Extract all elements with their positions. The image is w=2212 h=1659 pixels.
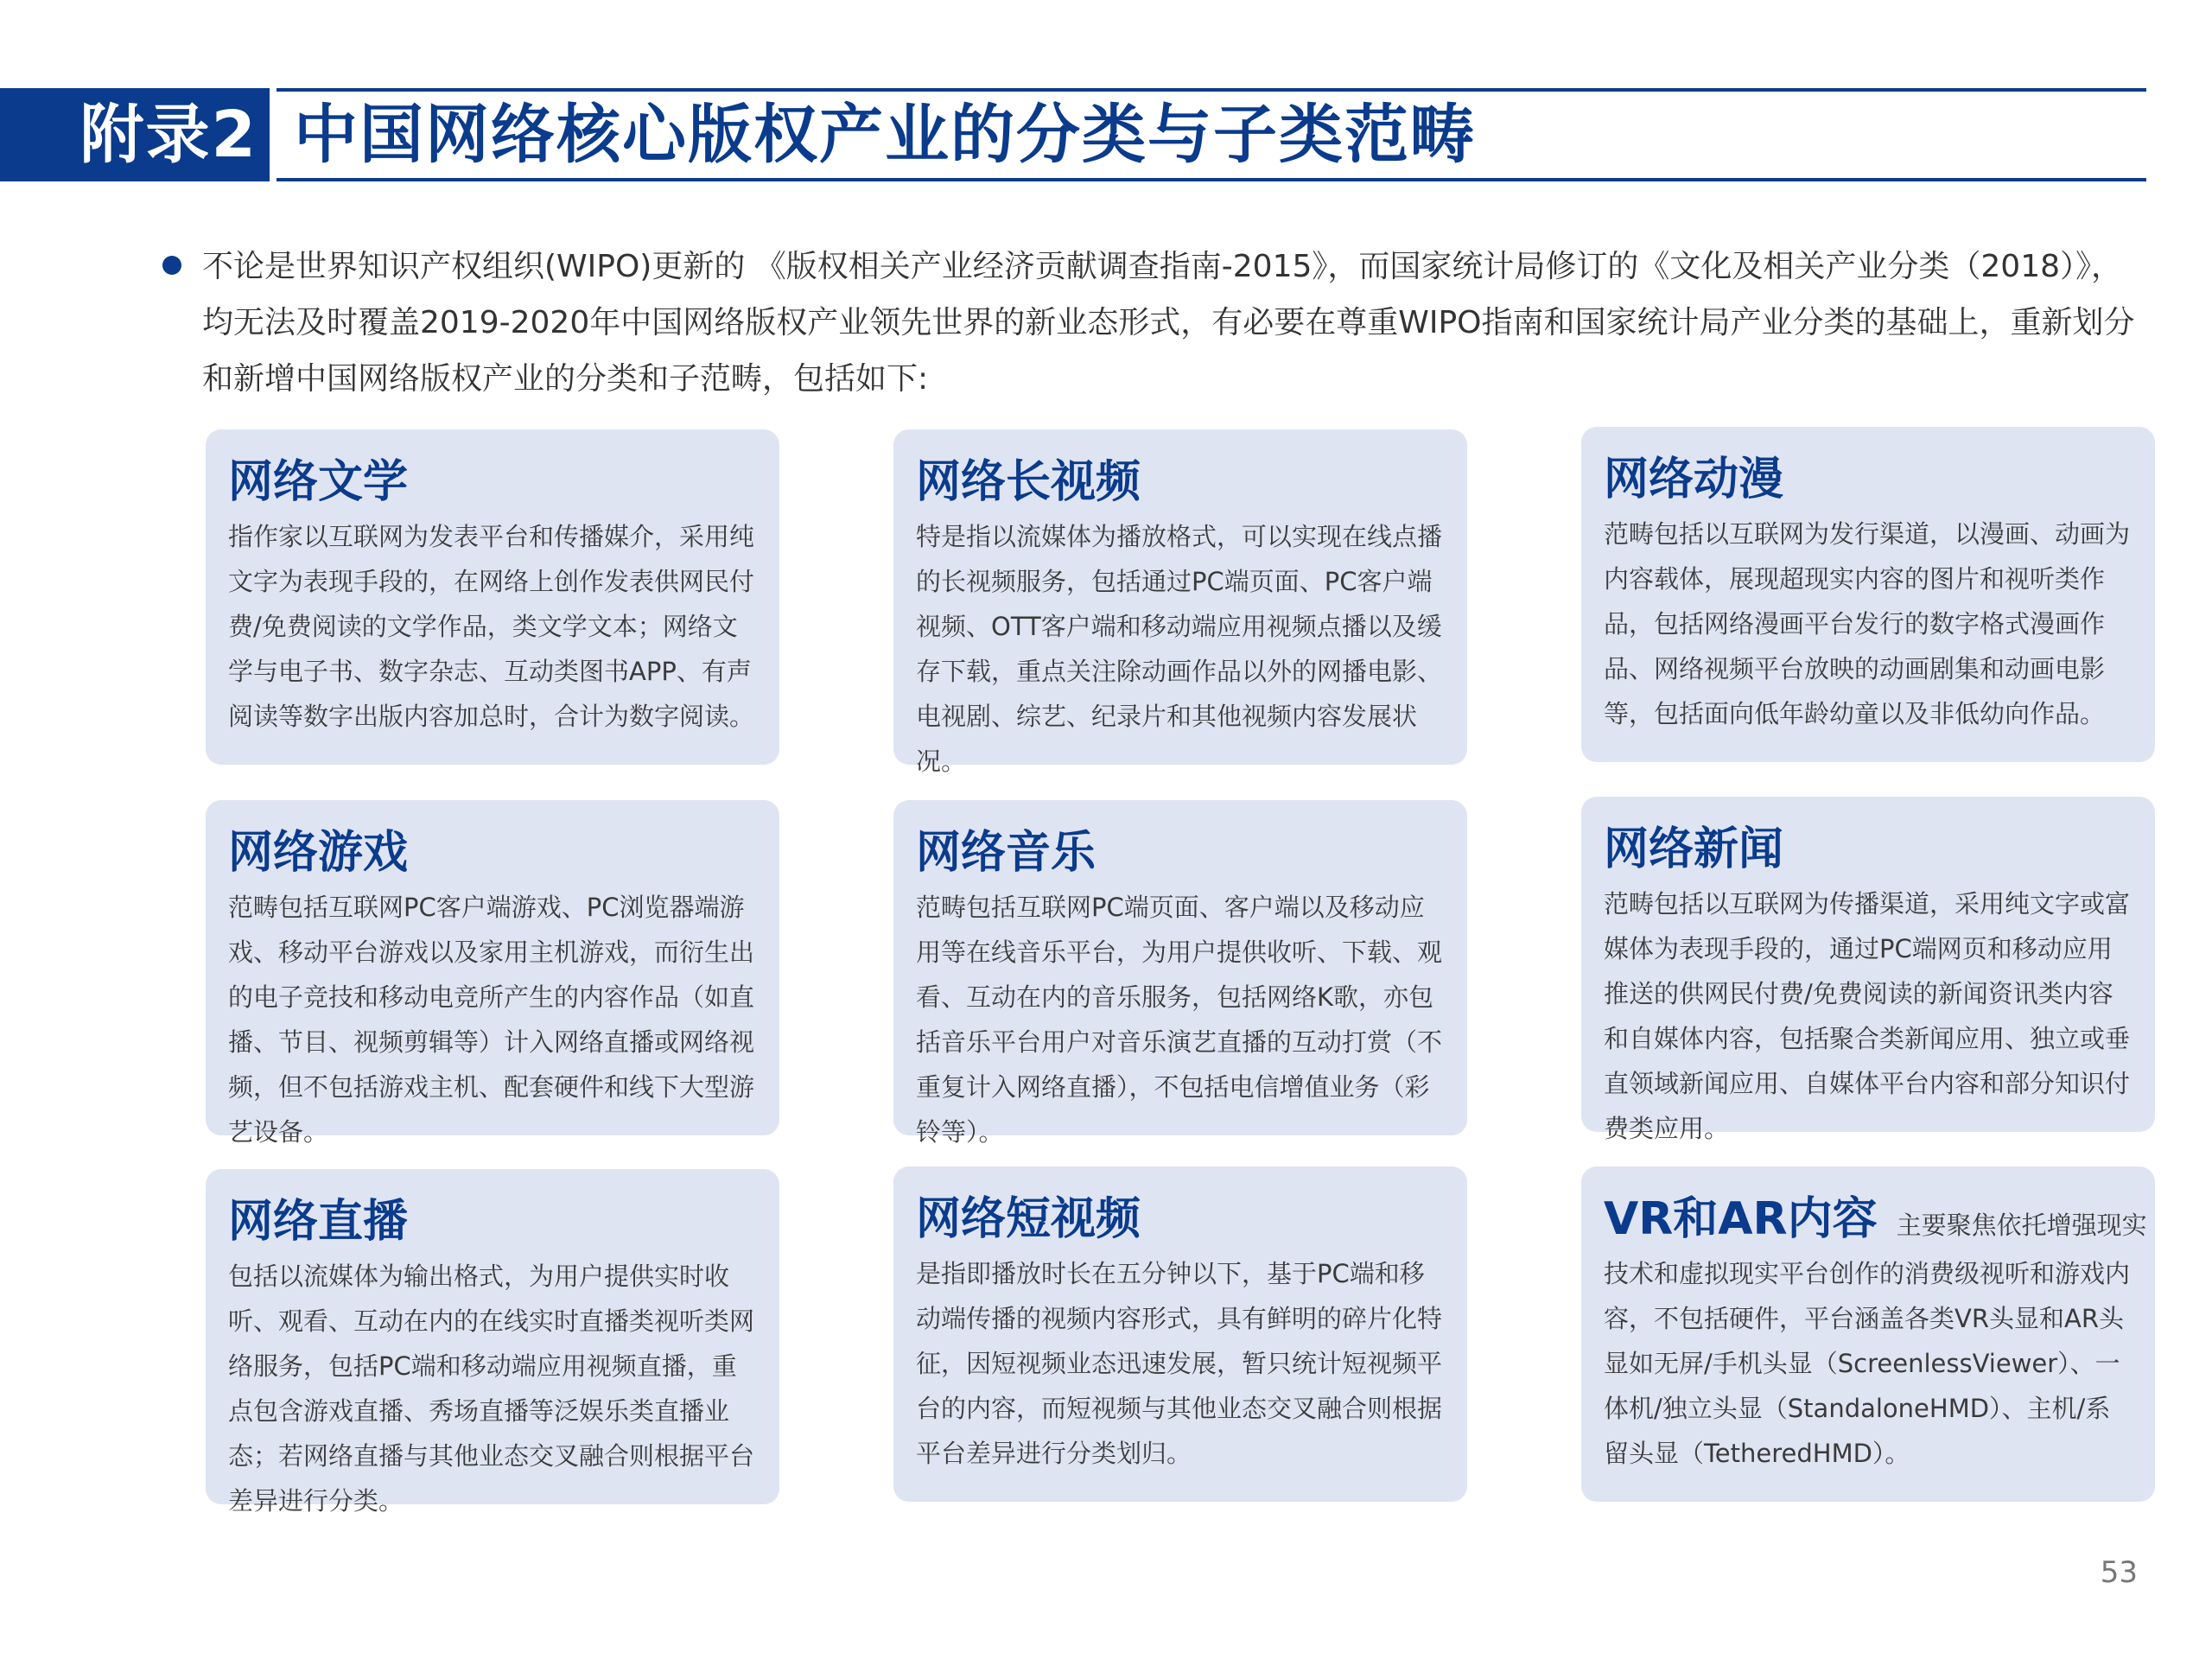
card-network-short-video	[893, 1166, 1467, 1502]
card-network-news	[1581, 797, 2155, 1143]
card-title	[1604, 819, 2134, 880]
card-title-text: 网络音乐	[916, 827, 1096, 879]
card-body: 范畴包括以互联网为发行渠道，以漫画、动画为内容载体，展现超现实内容的图片和视听类作品，包括网络漫画平台发行的数字格式漫画作品、网络视频平台放映的动画剧集和动画电影等，包括面向低年龄幼童以及非低幼向作品。	[1604, 519, 2131, 728]
card-body: 范畴包括以互联网为传播渠道，采用纯文字或富媒体为表现手段的，通过PC端网页和移动应用推送的供网民付费/免费阅读的新闻资讯类内容和自媒体内容，包括聚合类新闻应用、独立或垂直领域新闻应用、自媒体平台内容和部分知识付费类应用。	[1604, 889, 2131, 1143]
card-body: 包括以流媒体为输出格式，为用户提供实时收听、观看、互动在内的在线实时直播类视听类网络服务，包括PC端和移动端应用视频直播，重点包含游戏直播、秀场直播等泛娱乐类直播业态；若网络直播与其他业态交叉融合则根据平台差异进行分类。	[228, 1262, 755, 1516]
appendix-tag-label: 附录2	[79, 98, 257, 172]
card-title	[916, 1189, 1446, 1249]
card-body: 范畴包括互联网PC客户端游戏、PC浏览器端游戏、移动平台游戏以及家用主机游戏，而衍生出的电子竞技和移动电竞所产生的内容作品（如直播、节目、视频剪辑等）计入网络直播或网络视频，但不包括游戏主机、配套硬件和线下大型游艺设备。	[228, 893, 755, 1147]
card-body: 是指即播放时长在五分钟以下，基于PC端和移动端传播的视频内容形式，具有鲜明的碎片化特征，因短视频业态迅速发展，暂只统计短视频平台的内容，而短视频与其他业态交叉融合则根据平台差异进行分类划归。	[916, 1259, 1443, 1468]
card-vr-ar-content	[1581, 1166, 2155, 1502]
card-network-long-video	[893, 429, 1467, 776]
card-title-text: 网络动漫	[1604, 454, 1784, 505]
card-title-tail: 主要聚焦依托增强现实	[1896, 1211, 2147, 1240]
card-network-games	[206, 800, 779, 1147]
appendix-tag	[0, 88, 270, 181]
card-body: 指作家以互联网为发表平台和传播媒介，采用纯文字为表现手段的，在网络上创作发表供网民付费/免费阅读的文学作品，类文学文本；网络文学与电子书、数字杂志、互动类图书APP、有声阅读等数字出版内容加总时，合计为数字阅读。	[228, 522, 755, 731]
card-network-literature	[206, 429, 779, 765]
card-title-text: 网络直播	[228, 1196, 409, 1248]
card-title-text: 网络短视频	[916, 1193, 1141, 1245]
card-title	[228, 823, 759, 883]
card-title-text: 网络文学	[228, 456, 409, 508]
card-network-music	[893, 800, 1467, 1147]
page-title: 中国网络核心版权产业的分类与子类范畴	[294, 98, 1476, 172]
card-network-animation	[1581, 427, 2155, 762]
card-body: 技术和虚拟现实平台创作的消费级视听和游戏内容，不包括硬件，平台涵盖各类VR头显和AR头显如无屏/手机头显（ScreenlessViewer）、一体机/独立头显（StandaloneHMD）、主机/系留头显（TetheredHMD）。	[1604, 1259, 2131, 1468]
card-title	[916, 452, 1446, 512]
card-title-text: 网络游戏	[228, 827, 409, 879]
card-body: 范畴包括互联网PC端页面、客户端以及移动应用等在线音乐平台，为用户提供收听、下载、观看、互动在内的音乐服务，包括网络K歌，亦包括音乐平台用户对音乐演艺直播的互动打赏（不重复计入网络直播），不包括电信增值业务（彩铃等）。	[916, 893, 1443, 1147]
card-title	[916, 823, 1446, 883]
card-title	[228, 452, 759, 512]
card-title	[228, 1192, 759, 1252]
card-title	[1604, 449, 2134, 510]
intro-paragraph: 不论是世界知识产权组织(WIPO)更新的 《版权相关产业经济贡献调查指南-2015》，而国家统计局修订的《文化及相关产业分类（2018）》，均无法及时覆盖2019-2020年中国网络版权产业领先世界的新业态形式，有必要在尊重WIPO指南和国家统计局产业分类的基础上，重新划分和新增中国网络版权产业的分类和子范畴，包括如下:	[202, 249, 2135, 397]
card-title-text: VR和AR内容	[1604, 1193, 1878, 1245]
card-title-text: 网络新闻	[1604, 823, 1784, 875]
card-title-text: 网络长视频	[916, 456, 1141, 508]
page-number: 53	[2100, 1555, 2138, 1590]
card-body: 特是指以流媒体为播放格式，可以实现在线点播的长视频服务，包括通过PC端页面、PC客户端视频、OTT客户端和移动端应用视频点播以及缓存下载，重点关注除动画作品以外的网播电影、电视剧、综艺、纪录片和其他视频内容发展状况。	[916, 522, 1443, 776]
card-network-live-streaming	[206, 1169, 779, 1516]
bullet-dot-icon	[162, 256, 181, 275]
card-title	[1604, 1189, 2147, 1249]
